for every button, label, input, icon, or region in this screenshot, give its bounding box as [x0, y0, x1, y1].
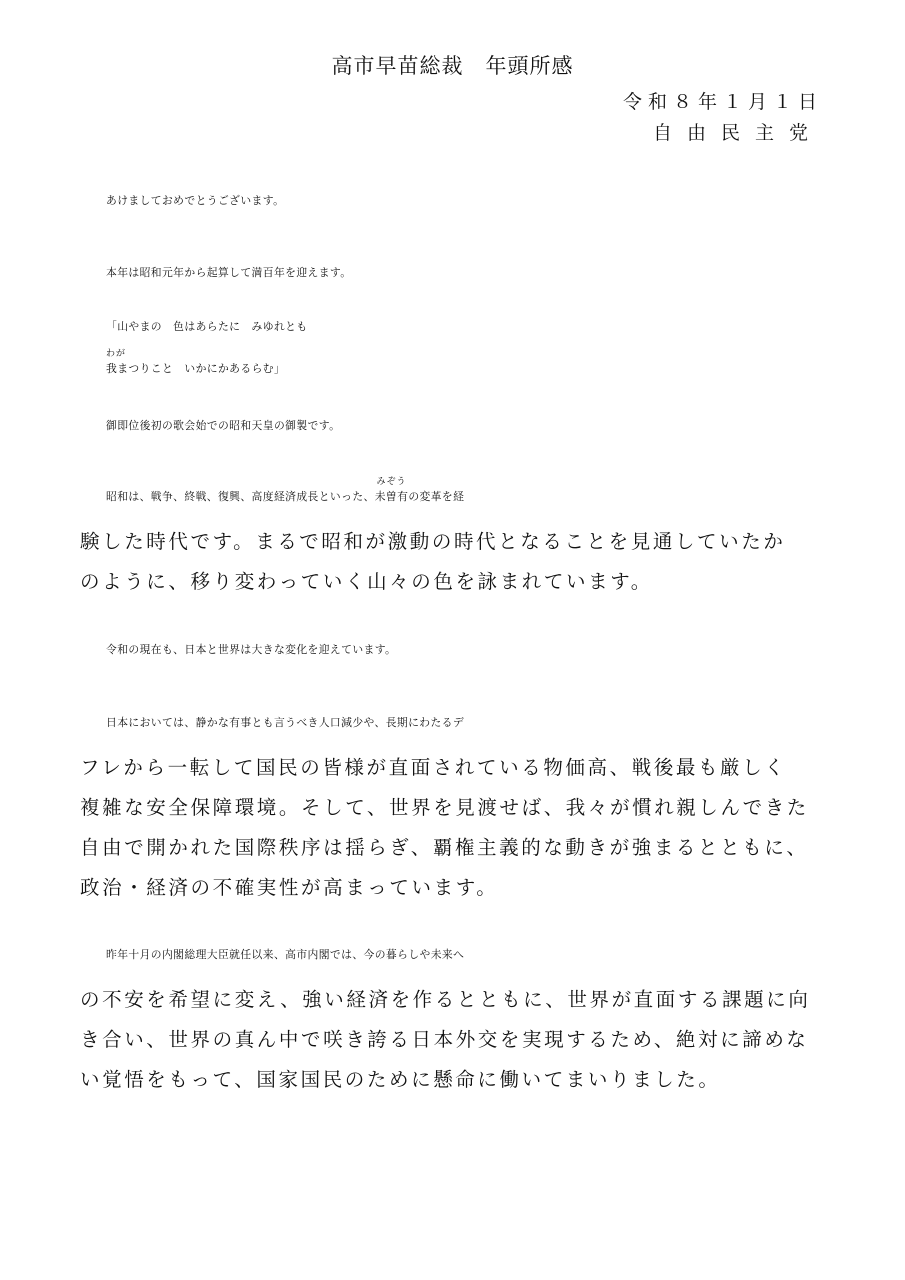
showa-line-1 [80, 477, 866, 503]
cabinet-line-3: き合い、世界の真ん中で咲き誇る日本外交を実現するため、絶対に諦めな [80, 1028, 809, 1051]
showa-line-1-pre: 昭和は、戦争、終戦、復興、高度経済成長といった、 [106, 490, 375, 503]
showa-ruby-base: 未曽有 [374, 490, 409, 503]
showa-line-3: のように、移り変わっていく山々の色を詠まれています。 [80, 570, 653, 593]
cabinet-line-1: 昨年十月の内閣総理大臣就任以来、高市内閣では、今の暮らしや未来へ [106, 948, 465, 961]
poem-ruby-word [106, 349, 127, 375]
japan-line-3: 複雑な安全保障環境。そして、世界を見渡せば、我々が慣れ親しんできた [80, 796, 809, 819]
showa-ruby-word [374, 477, 409, 503]
showa-ruby-reading: みぞう [376, 477, 407, 487]
document-date: 令和８年１月１日 [622, 91, 823, 113]
poem-line-2 [106, 349, 866, 375]
showa-line-1-post: の変革を経 [408, 490, 465, 503]
showa-line-2: 験した時代です。まるで昭和が激動の時代となることを見通していたか [80, 530, 786, 553]
japan-line-4: 自由で開かれた国際秩序は揺らぎ、覇権主義的な動きが強まるとともに、 [80, 836, 809, 859]
greeting-paragraph: あけましておめでとうございます。 [106, 194, 285, 207]
japan-line-5: 政治・経済の不確実性が高まっています。 [80, 876, 499, 899]
poem-line-2-rest: まつりこと いかにかあるらむ」 [117, 362, 286, 375]
poem-ruby-base: 我 [106, 362, 118, 375]
poem-ruby-reading: わが [106, 349, 127, 359]
party-name: 自由民主党 [652, 122, 823, 144]
reiwa-paragraph: 令和の現在も、日本と世界は大きな変化を迎えています。 [106, 643, 397, 656]
document-title: 高市早苗総裁 年頭所感 [331, 54, 574, 78]
poem-note-paragraph: 御即位後初の歌会始での昭和天皇の御製です。 [106, 419, 341, 432]
japan-line-2: フレから一転して国民の皆様が直面されている物価高、戦後最も厳しく [80, 756, 787, 779]
japan-line-1: 日本においては、静かな有事とも言うべき人口減少や、長期にわたるデ [106, 716, 465, 729]
cabinet-line-2: の不安を希望に変え、強い経済を作るとともに、世界が直面する課題に向 [80, 988, 811, 1011]
cabinet-line-4: い覚悟をもって、国家国民のために懸命に働いてまいりました。 [80, 1068, 721, 1091]
poem-line-1: 「山やまの 色はあらたに みゆれとも [106, 320, 308, 333]
centennial-paragraph: 本年は昭和元年から起算して満百年を迎えます。 [106, 266, 352, 279]
